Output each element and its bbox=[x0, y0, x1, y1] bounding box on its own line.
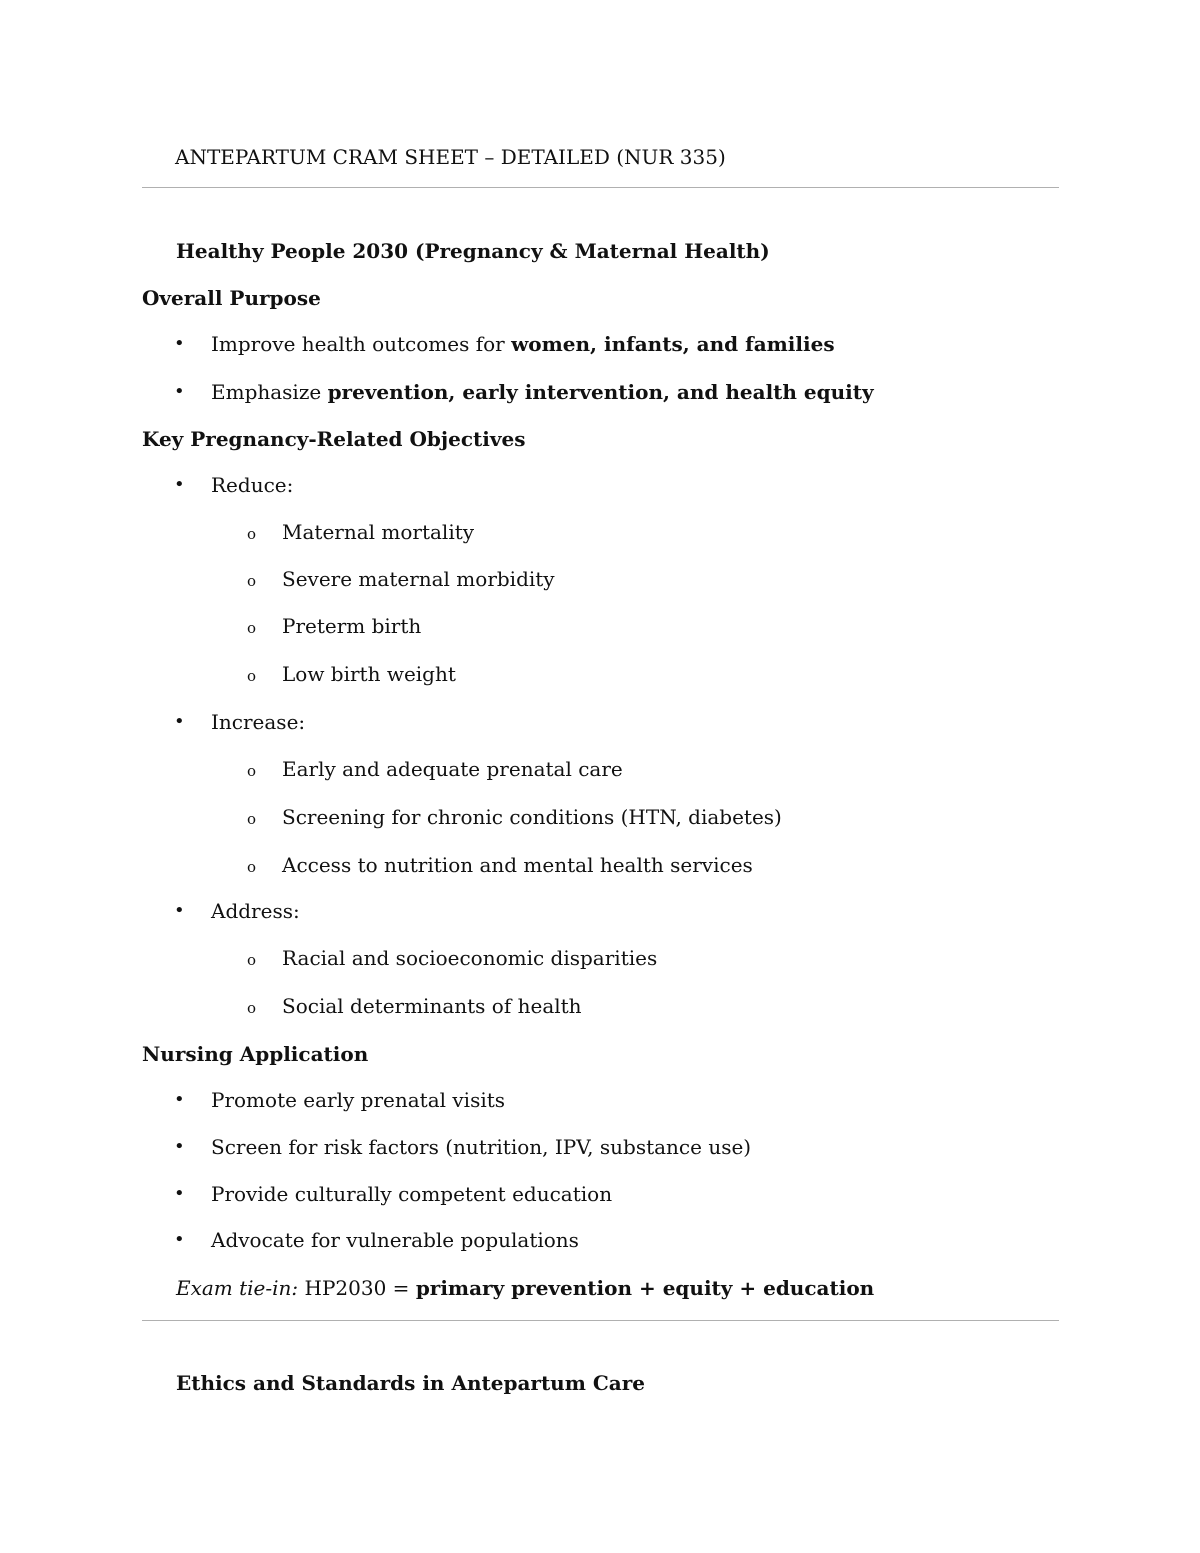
bullet-marker: • bbox=[174, 381, 185, 402]
section-divider bbox=[142, 1320, 1059, 1321]
exam-tie-in bbox=[176, 1274, 874, 1302]
subheading-key-objectives: Key Pregnancy-Related Objectives bbox=[142, 427, 526, 451]
exam-tie-in-label: Exam tie-in: bbox=[176, 1276, 299, 1300]
list-item-address-2: Social determinants of health bbox=[282, 994, 582, 1018]
subheading-overall-purpose: Overall Purpose bbox=[142, 286, 321, 310]
sub-bullet-marker: o bbox=[247, 619, 257, 637]
bullet-marker: • bbox=[174, 711, 185, 732]
sub-bullet-marker: o bbox=[247, 858, 257, 876]
bullet-marker: • bbox=[174, 474, 185, 495]
bullet-marker: • bbox=[174, 333, 185, 354]
bullet-marker: • bbox=[174, 1089, 185, 1110]
sub-bullet-marker: o bbox=[247, 572, 257, 590]
sub-bullet-marker: o bbox=[247, 810, 257, 828]
section-heading-ethics: Ethics and Standards in Antepartum Care bbox=[176, 1371, 645, 1395]
bullet-marker: • bbox=[174, 1183, 185, 1204]
list-item-reduce-2: Severe maternal morbidity bbox=[282, 567, 555, 591]
sub-bullet-marker: o bbox=[247, 951, 257, 969]
list-item-nursing-1: Promote early prenatal visits bbox=[211, 1088, 506, 1112]
purpose-1-bold-text: women, infants, and families bbox=[511, 332, 835, 356]
list-item-nursing-4: Advocate for vulnerable populations bbox=[211, 1228, 579, 1252]
purpose-2-bold-text: prevention, early intervention, and health equity bbox=[327, 380, 874, 404]
list-item-increase-3: Access to nutrition and mental health services bbox=[282, 853, 753, 877]
bullet-marker: • bbox=[174, 1229, 185, 1250]
list-item-address-1: Racial and socioeconomic disparities bbox=[282, 946, 658, 970]
purpose-2-text: Emphasize bbox=[211, 380, 328, 404]
sub-bullet-marker: o bbox=[247, 667, 257, 685]
sub-bullet-marker: o bbox=[247, 999, 257, 1017]
list-item-purpose-2 bbox=[211, 378, 874, 406]
list-item-reduce-3: Preterm birth bbox=[282, 614, 422, 638]
purpose-1-text: Improve health outcomes for bbox=[211, 332, 512, 356]
sub-bullet-marker: o bbox=[247, 762, 257, 780]
list-item-purpose-1 bbox=[211, 330, 835, 358]
document-title: ANTEPARTUM CRAM SHEET – DETAILED (NUR 335) bbox=[175, 145, 726, 169]
bullet-marker: • bbox=[174, 1136, 185, 1157]
objective-group-reduce: Reduce: bbox=[211, 473, 294, 497]
list-item-increase-1: Early and adequate prenatal care bbox=[282, 757, 623, 781]
subheading-nursing-application: Nursing Application bbox=[142, 1042, 369, 1066]
objective-group-increase: Increase: bbox=[211, 710, 306, 734]
sub-bullet-marker: o bbox=[247, 525, 257, 543]
objective-group-address: Address: bbox=[211, 899, 300, 923]
section-heading-healthy-people: Healthy People 2030 (Pregnancy & Maternal Health) bbox=[176, 239, 770, 263]
list-item-increase-2: Screening for chronic conditions (HTN, diabetes) bbox=[282, 805, 782, 829]
list-item-reduce-4: Low birth weight bbox=[282, 662, 456, 686]
exam-tie-in-bold-text: primary prevention + equity + education bbox=[415, 1276, 875, 1300]
list-item-nursing-2: Screen for risk factors (nutrition, IPV, substance use) bbox=[211, 1135, 752, 1159]
list-item-nursing-3: Provide culturally competent education bbox=[211, 1182, 613, 1206]
list-item-reduce-1: Maternal mortality bbox=[282, 520, 475, 544]
exam-tie-in-text: HP2030 = bbox=[298, 1276, 416, 1300]
bullet-marker: • bbox=[174, 900, 185, 921]
title-divider bbox=[142, 187, 1059, 188]
